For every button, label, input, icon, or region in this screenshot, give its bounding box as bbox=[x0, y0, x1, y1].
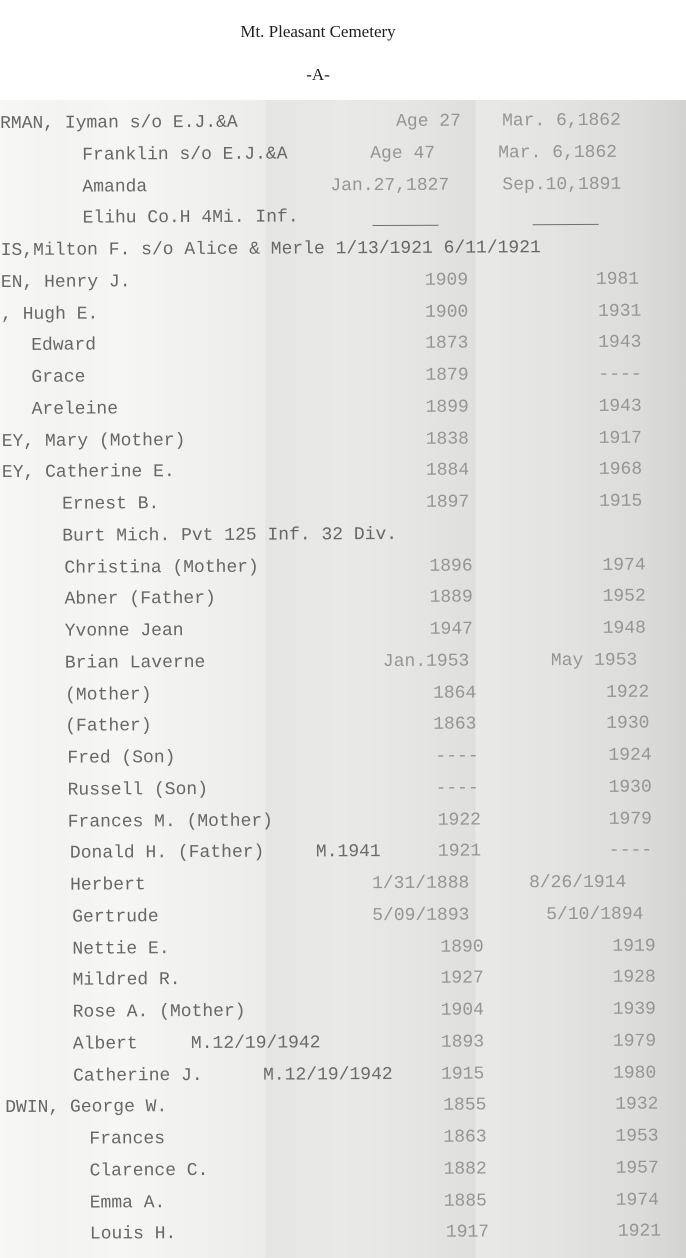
birth-date: ---- bbox=[435, 778, 479, 799]
entry-name: Areleine bbox=[31, 399, 119, 420]
birth-date: 1879 bbox=[425, 365, 469, 386]
death-date: 1974 bbox=[602, 555, 646, 576]
marriage-note: M.12/19/1942 bbox=[263, 1064, 393, 1086]
death-date: 1953 bbox=[615, 1126, 659, 1147]
birth-date: 1909 bbox=[424, 270, 469, 291]
death-date: 1915 bbox=[599, 491, 643, 512]
death-date: 5/10/1894 bbox=[546, 904, 644, 925]
entry-name: Frances M. (Mother) bbox=[67, 811, 274, 833]
death-date: 1922 bbox=[606, 682, 650, 703]
entry-name: Albert bbox=[72, 1034, 138, 1055]
entry-name: Emma A. bbox=[89, 1192, 166, 1214]
death-date: 1974 bbox=[615, 1190, 659, 1211]
entry-name: Christina (Mother) bbox=[64, 557, 259, 579]
entry-name: EY, Mary (Mother) bbox=[1, 430, 186, 452]
death-date: 1957 bbox=[615, 1158, 659, 1179]
entry-name: Catherine J. bbox=[73, 1065, 203, 1087]
birth-date: 1927 bbox=[440, 968, 484, 989]
death-date: 1979 bbox=[608, 809, 652, 830]
death-date: 1930 bbox=[606, 713, 650, 735]
entry-name: Burt Mich. Pvt 125 Inf. 32 Div. bbox=[62, 524, 398, 547]
death-date: 1943 bbox=[598, 396, 642, 417]
birth-date: 1/31/1888 bbox=[372, 873, 470, 895]
birth-date: 1921 bbox=[437, 841, 482, 862]
death-date: Mar. 6,1862 bbox=[502, 110, 621, 132]
table-row bbox=[0, 138, 686, 173]
table-row bbox=[0, 202, 686, 237]
birth-date: Jan.1953 bbox=[382, 651, 470, 672]
table-row bbox=[6, 1218, 686, 1253]
birth-date: 1917 bbox=[445, 1222, 490, 1243]
entry-name: Abner (Father) bbox=[64, 589, 216, 610]
table-row bbox=[0, 106, 686, 141]
table-row bbox=[4, 868, 686, 903]
entry-name: Louis H. bbox=[89, 1224, 177, 1245]
table-row bbox=[3, 741, 686, 776]
death-date: 1981 bbox=[595, 269, 640, 290]
death-date: 1928 bbox=[612, 967, 656, 989]
birth-date: 1863 bbox=[443, 1127, 487, 1148]
table-row bbox=[4, 837, 686, 872]
death-date: 1979 bbox=[612, 1031, 657, 1052]
table-row bbox=[6, 1186, 686, 1221]
birth-date: 1889 bbox=[429, 587, 473, 609]
page-header bbox=[0, 0, 686, 100]
death-date: 8/26/1914 bbox=[529, 872, 627, 894]
entry-name: EY, Catherine E. bbox=[1, 462, 175, 484]
entry-name: Donald H. (Father) bbox=[69, 842, 265, 864]
birth-date: Age 27 bbox=[396, 111, 461, 132]
table-row bbox=[3, 646, 686, 681]
birth-date: 1900 bbox=[425, 302, 469, 323]
entry-name: Clarence C. bbox=[89, 1160, 209, 1182]
table-row bbox=[1, 329, 686, 364]
birth-date: 1915 bbox=[441, 1063, 485, 1085]
table-row bbox=[4, 964, 686, 999]
table-row bbox=[3, 773, 686, 808]
marriage-note: M.1941 bbox=[315, 842, 381, 863]
death-date: 1948 bbox=[602, 618, 646, 639]
death-date: 1919 bbox=[612, 936, 656, 957]
table-row bbox=[4, 805, 686, 840]
entry-name: Yvonne Jean bbox=[64, 621, 184, 642]
entry-name: , Hugh E. bbox=[1, 303, 99, 325]
table-row bbox=[2, 551, 686, 586]
entry-name: Gertrude bbox=[72, 906, 159, 928]
death-date: Mar. 6,1862 bbox=[498, 142, 618, 164]
birth-date: 1885 bbox=[443, 1190, 487, 1212]
table-row bbox=[5, 1059, 686, 1094]
birth-date: 1863 bbox=[433, 714, 477, 735]
birth-date: 1904 bbox=[440, 1000, 484, 1021]
table-row bbox=[1, 297, 686, 332]
entry-name: IS,Milton F. s/o Alice & Merle 1/13/1921 6/11/1921 bbox=[0, 238, 541, 261]
death-date: 1921 bbox=[617, 1221, 662, 1243]
table-row bbox=[5, 1122, 686, 1157]
birth-date: Age 47 bbox=[370, 143, 436, 164]
birth-date: Jan.27,1827 bbox=[330, 175, 450, 196]
entry-name: Brian Laverne bbox=[64, 652, 206, 674]
entry-name: Ernest B. bbox=[62, 494, 160, 515]
death-date: 1943 bbox=[598, 332, 642, 354]
death-date: 1932 bbox=[615, 1094, 659, 1116]
death-date: 1968 bbox=[598, 459, 643, 481]
birth-date: 1884 bbox=[425, 460, 470, 482]
blank-date-line bbox=[533, 224, 599, 225]
entry-name: Fred (Son) bbox=[67, 748, 176, 769]
death-date: 1931 bbox=[598, 301, 642, 322]
table-row bbox=[0, 170, 686, 205]
entry-name: Frances bbox=[89, 1129, 166, 1150]
table-row bbox=[3, 614, 686, 649]
table-row bbox=[5, 1027, 686, 1062]
entry-name: Mildred R. bbox=[72, 970, 181, 991]
birth-date: 1890 bbox=[440, 936, 484, 958]
table-row bbox=[2, 424, 686, 459]
death-date: 1980 bbox=[612, 1063, 657, 1084]
table-row bbox=[5, 1091, 686, 1126]
entry-name: Russell (Son) bbox=[67, 779, 209, 801]
entry-name: RMAN, Iyman s/o E.J.&A bbox=[0, 112, 238, 134]
death-date: 1917 bbox=[598, 428, 642, 449]
birth-date: 1893 bbox=[440, 1032, 485, 1053]
burial-list bbox=[0, 106, 686, 1253]
cemetery-title: Mt. Pleasant Cemetery bbox=[240, 22, 396, 41]
table-row bbox=[2, 519, 686, 554]
entry-name: Nettie E. bbox=[72, 938, 170, 960]
death-date: ---- bbox=[608, 840, 653, 862]
section-letter: -A- bbox=[306, 65, 330, 84]
blank-date-line bbox=[373, 225, 439, 226]
table-row bbox=[3, 710, 686, 745]
entry-name: Edward bbox=[31, 335, 97, 357]
entry-name: (Father) bbox=[65, 716, 152, 737]
table-row bbox=[2, 487, 686, 522]
death-date: Sep.10,1891 bbox=[502, 174, 622, 195]
birth-date: 1947 bbox=[429, 619, 473, 640]
death-date: 1924 bbox=[608, 745, 652, 766]
death-date: 1930 bbox=[608, 777, 652, 798]
entry-name: Rose A. (Mother) bbox=[72, 1001, 246, 1023]
table-row bbox=[1, 265, 686, 300]
entry-name: Franklin s/o E.J.&A bbox=[82, 144, 288, 166]
birth-date: 1896 bbox=[429, 556, 473, 577]
table-row bbox=[1, 392, 686, 427]
entry-name: Grace bbox=[31, 367, 86, 388]
table-row bbox=[1, 233, 686, 268]
death-date: May 1953 bbox=[550, 650, 638, 671]
birth-date: 1897 bbox=[426, 492, 470, 513]
table-row bbox=[5, 995, 686, 1030]
entry-name: (Mother) bbox=[65, 684, 152, 706]
entry-name: Herbert bbox=[70, 875, 146, 896]
table-row bbox=[4, 932, 686, 967]
entry-name: Elihu Co.H 4Mi. Inf. bbox=[82, 207, 299, 229]
death-date: 1952 bbox=[602, 586, 646, 608]
birth-date: 1922 bbox=[437, 809, 481, 831]
table-row bbox=[2, 583, 686, 618]
entry-name: EN, Henry J. bbox=[0, 272, 131, 293]
entry-name: DWIN, George W. bbox=[5, 1097, 168, 1119]
entry-name: Amanda bbox=[82, 176, 148, 198]
birth-date: 1838 bbox=[425, 429, 470, 450]
table-row bbox=[5, 1154, 686, 1189]
birth-date: 5/09/1893 bbox=[372, 905, 470, 926]
table-row bbox=[1, 360, 686, 395]
table-row bbox=[4, 900, 686, 935]
death-date: ---- bbox=[598, 364, 642, 385]
birth-date: 1864 bbox=[433, 683, 477, 704]
typed-sheet bbox=[0, 100, 686, 1258]
marriage-note: M.12/19/1942 bbox=[190, 1033, 321, 1054]
table-row bbox=[3, 678, 686, 713]
birth-date: 1899 bbox=[425, 397, 469, 418]
birth-date: 1855 bbox=[443, 1095, 487, 1116]
birth-date: 1882 bbox=[443, 1159, 487, 1180]
death-date: 1939 bbox=[612, 999, 656, 1020]
birth-date: 1873 bbox=[425, 333, 469, 355]
birth-date: ---- bbox=[435, 746, 479, 767]
table-row bbox=[2, 456, 686, 491]
